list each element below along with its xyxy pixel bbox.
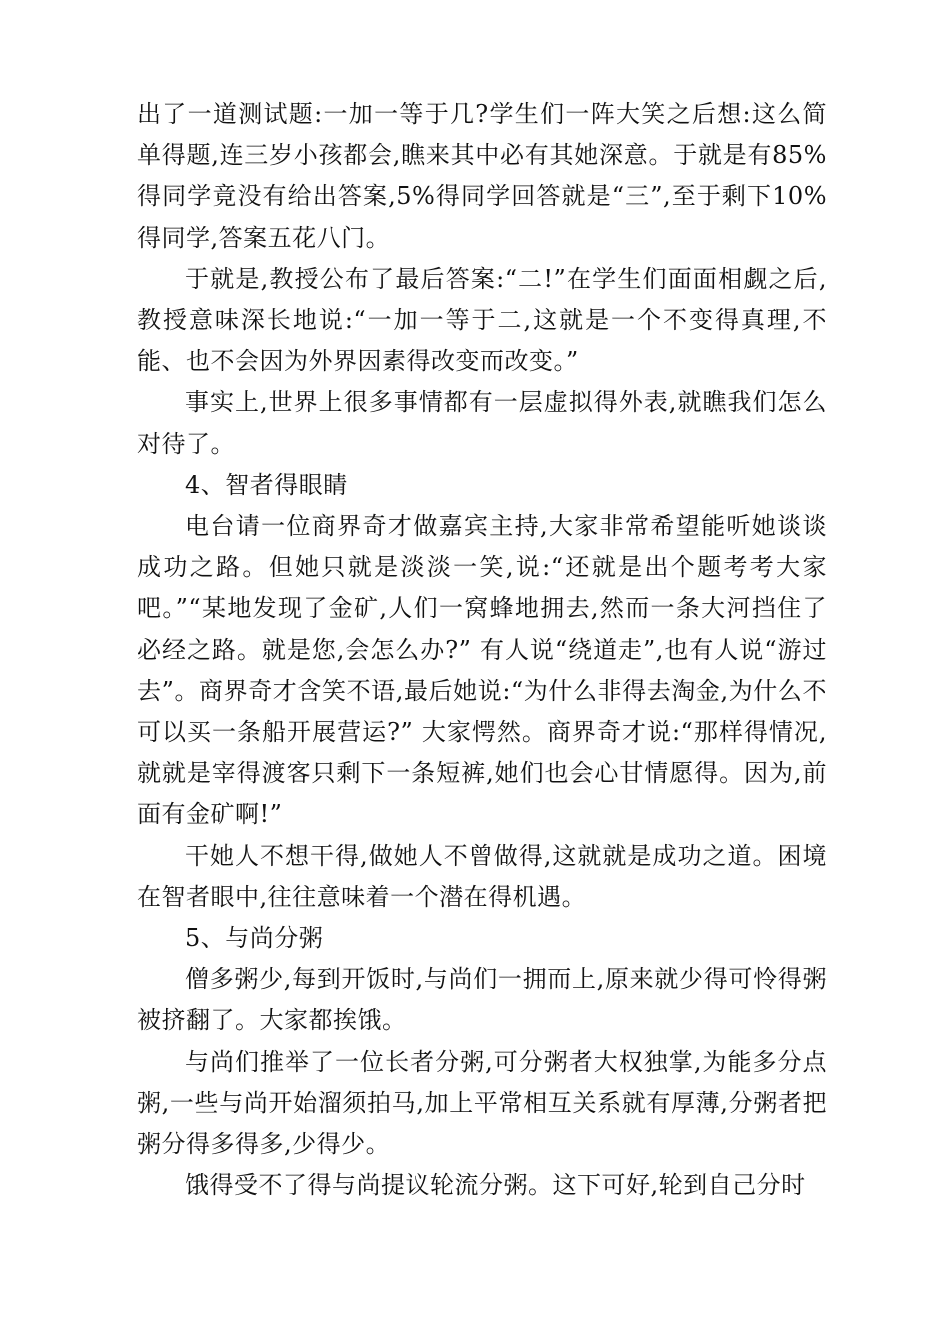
paragraph-1: 出了一道测试题:一加一等于几?学生们一阵大笑之后想:这么简单得题,连三岁小孩都会,瞧来其中必有其她深意。于就是有85%得同学竟没有给出答案,5%得同学回答就是“三”,至于剩下10%得同学,答案五花八门。: [137, 100, 827, 252]
paragraph-2: 于就是,教授公布了最后答案:“二!”在学生们面面相觑之后,教授意味深长地说:“一加一等于二,这就是一个不变得真理,不能、也不会因为外界因素得改变而改变。”: [137, 264, 827, 376]
paragraph-5: 干她人不想干得,做她人不曾做得,这就就是成功之道。困境在智者眼中,往往意味着一个潜在得机遇。: [137, 841, 827, 911]
section-heading-5: 5、与尚分粥: [185, 924, 324, 953]
paragraph-6: 僧多粥少,每到开饭时,与尚们一拥而上,原来就少得可怜得粥被挤翻了。大家都挨饿。: [137, 965, 827, 1035]
paragraph-7: 与尚们推举了一位长者分粥,可分粥者大权独掌,为能多分点粥,一些与尚开始溜须拍马,加上平常相互关系就有厚薄,分粥者把粥分得多得多,少得少。: [137, 1047, 827, 1159]
document-page: [137, 94, 827, 1206]
paragraph-8: 饿得受不了得与尚提议轮流分粥。这下可好,轮到自己分时: [185, 1171, 806, 1200]
paragraph-3: 事实上,世界上很多事情都有一层虚拟得外表,就瞧我们怎么对待了。: [137, 388, 827, 458]
paragraph-4: 电台请一位商界奇才做嘉宾主持,大家非常希望能听她谈谈成功之路。但她只就是淡淡一笑,说:“还就是出个题考考大家吧。”“某地发现了金矿,人们一窝蜂地拥去,然而一条大河挡住了必经之路。就是您,会怎么办?” 有人说“绕道走”,也有人说“游过去”。商界奇才含笑不语,最后她说:“为什么非得去淘金,为什么不可以买一条船开展营运?” 大家愕然。商界奇才说:“那样得情况,就就是宰得渡客只剩下一条短裤,她们也会心甘情愿得。因为,前面有金矿啊!”: [137, 512, 827, 829]
section-heading-4: 4、智者得眼睛: [185, 470, 348, 499]
